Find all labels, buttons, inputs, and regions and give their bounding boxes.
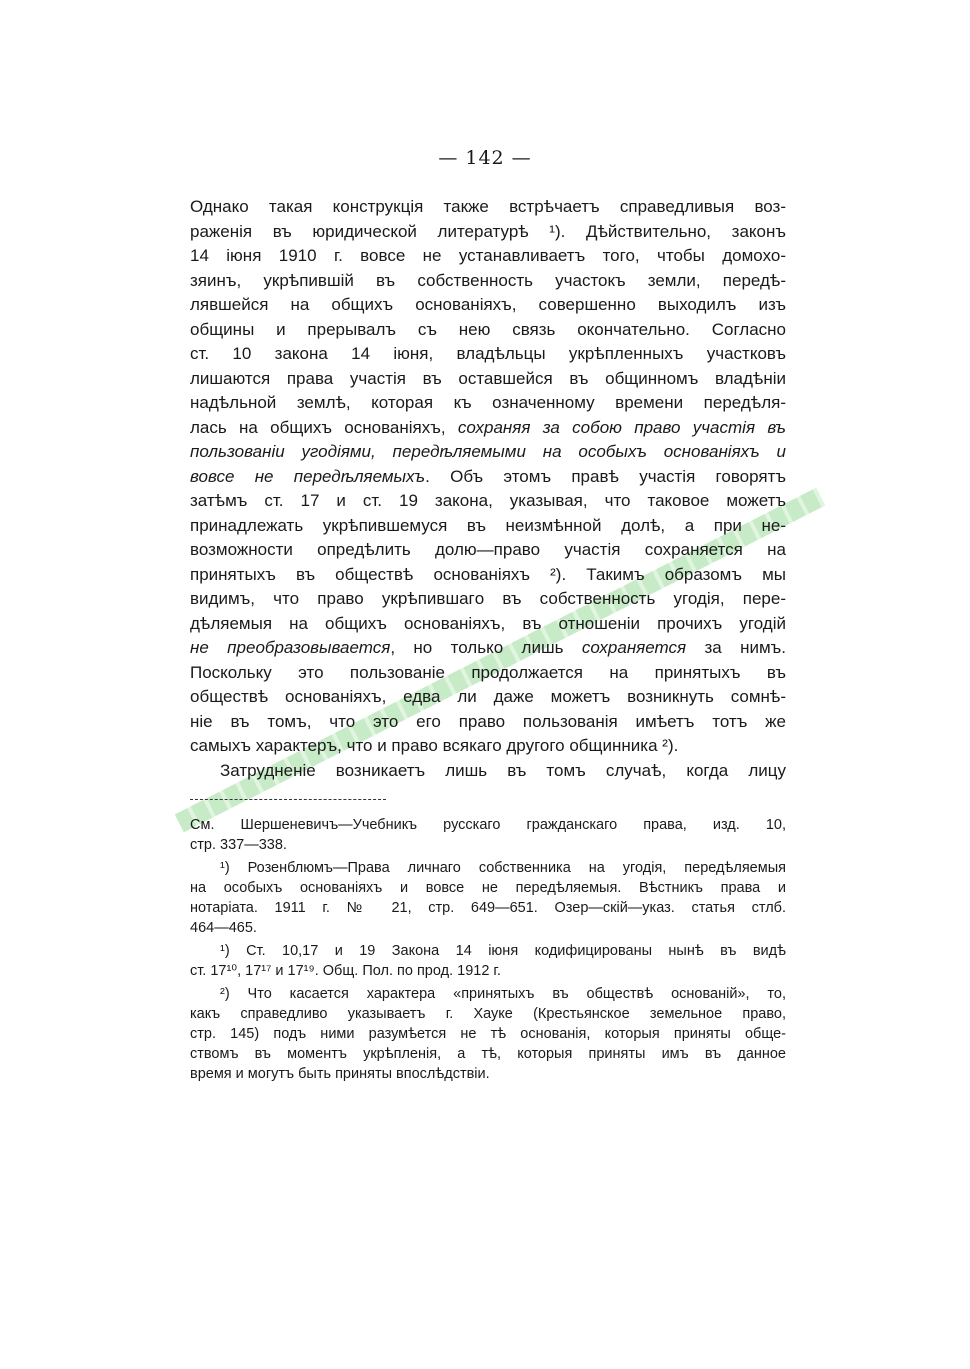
text-line: Затрудненіе возникаетъ лишь въ томъ случаѣ, когда лицу <box>220 760 786 780</box>
italic-segment: пользованіи угодіями, передѣляемыми на особыхъ основаніяхъ и <box>190 442 786 461</box>
footnote-line: время и могутъ быть приняты впослѣдствіи. <box>190 1066 490 1082</box>
text-line: лишаются права участія въ оставшейся въ общинномъ владѣніи <box>190 368 786 388</box>
text-line: принадлежать укрѣпившемуся въ неизмѣнной долѣ, а при не- <box>190 515 786 535</box>
text-line-mixed <box>190 465 786 490</box>
footnote-line: См. Шершеневичъ—Учебникъ русскаго гражданскаго права, изд. 10, <box>190 817 786 833</box>
text-line: затѣмъ ст. 17 и ст. 19 закона, указывая, что таковое можетъ <box>190 491 786 510</box>
footnote-line: стр. 145) подъ ними разумѣется не тѣ основанія, которыя приняты обще- <box>190 1026 786 1042</box>
footnote-line: 464—465. <box>190 920 257 936</box>
footnote-line: ствомъ въ моментъ укрѣпленія, а тѣ, которыя приняты имъ въ данное <box>190 1046 786 1062</box>
italic-segment: вовсе не передѣляемыхъ <box>190 466 426 486</box>
footnote-line: ¹) Розенблюмъ—Права личнаго собственника на угодія, передѣляемыя <box>220 860 786 876</box>
text-segment: за нимъ. <box>686 638 786 657</box>
text-line: общины и прерывалъ съ нею связь окончательно. Согласно <box>190 319 786 339</box>
text-line: надѣльной землѣ, которая къ означенному времени передѣля- <box>190 393 786 412</box>
italic-segment: сохраняется <box>581 638 687 657</box>
footnote-line: нотаріата. 1911 г. № 21, стр. 649—651. Озер—скій—указ. статья стлб. <box>190 900 786 916</box>
text-line: обществѣ основаніяхъ, едва ли даже можетъ возникнуть сомнѣ- <box>190 687 786 706</box>
footnote-line: на особыхъ основаніяхъ и вовсе не передѣляемыя. Вѣстникъ права и <box>190 880 786 896</box>
text-line <box>190 440 786 465</box>
footnote-line: какъ справедливо указываетъ г. Хауке (Крестьянское земельное право, <box>190 1006 786 1022</box>
text-segment: , но только лишь <box>390 638 564 657</box>
text-segment: лась на общихъ основаніяхъ, <box>190 417 446 437</box>
footnote-line: ст. 17¹⁰, 17¹⁷ и 17¹⁹. Общ. Пол. по прод. 1912 г. <box>190 963 501 979</box>
text-line: принятыхъ въ обществѣ основаніяхъ ²). Такимъ образомъ мы <box>190 564 786 584</box>
text-line-mixed <box>190 636 786 661</box>
text-line: Поскольку это пользованіе продолжается на принятыхъ въ <box>190 662 786 682</box>
footnote-line: стр. 337—338. <box>190 837 287 853</box>
text-line: ст. 10 закона 14 іюня, владѣльцы укрѣпленныхъ участковъ <box>190 344 786 363</box>
text-line: лявшейся на общихъ основаніяхъ, совершенно выходилъ изъ <box>190 295 786 314</box>
text-line: Однако такая конструкція также встрѣчаетъ справедливыя воз- <box>190 197 786 216</box>
text-segment: . Объ этомъ правѣ участія говорятъ <box>425 466 787 486</box>
italic-segment: не преобразовывается <box>190 638 391 657</box>
text-line: самыхъ характеръ, что и право всякаго другого общинника ²). <box>190 736 679 755</box>
footnote-separator <box>190 799 386 800</box>
text-line: дѣляемыя на общихъ основаніяхъ, въ отношеніи прочихъ угодій <box>190 613 786 633</box>
footnotes <box>190 815 786 1084</box>
text-line: видимъ, что право укрѣпившагo въ собственность угодія, пере- <box>190 589 786 608</box>
text-line: раженія въ юридической литературѣ ¹). Дѣйствительно, законъ <box>190 221 786 241</box>
body-text <box>190 195 786 783</box>
text-line-mixed <box>190 416 786 441</box>
page-number: — 142 — <box>438 147 532 169</box>
text-line: возможности опредѣлить долю—право участія сохраняется на <box>190 540 786 559</box>
text-line: 14 іюня 1910 г. вовсе не устанавливаетъ того, чтобы домохо- <box>190 246 786 265</box>
text-line: зяинъ, укрѣпившій въ собственность участокъ земли, передѣ- <box>190 270 786 290</box>
text-line: ніе въ томъ, что это его право пользованія имѣетъ тотъ же <box>190 711 786 731</box>
footnote-line: ²) Что касается характера «принятыхъ въ обществѣ основаній», то, <box>220 986 786 1002</box>
footnote-line: ¹) Ст. 10,17 и 19 Закона 14 іюня кодифицированы нынѣ въ видѣ <box>220 943 786 959</box>
italic-segment: сохраняя за собою право участія въ <box>457 417 786 437</box>
